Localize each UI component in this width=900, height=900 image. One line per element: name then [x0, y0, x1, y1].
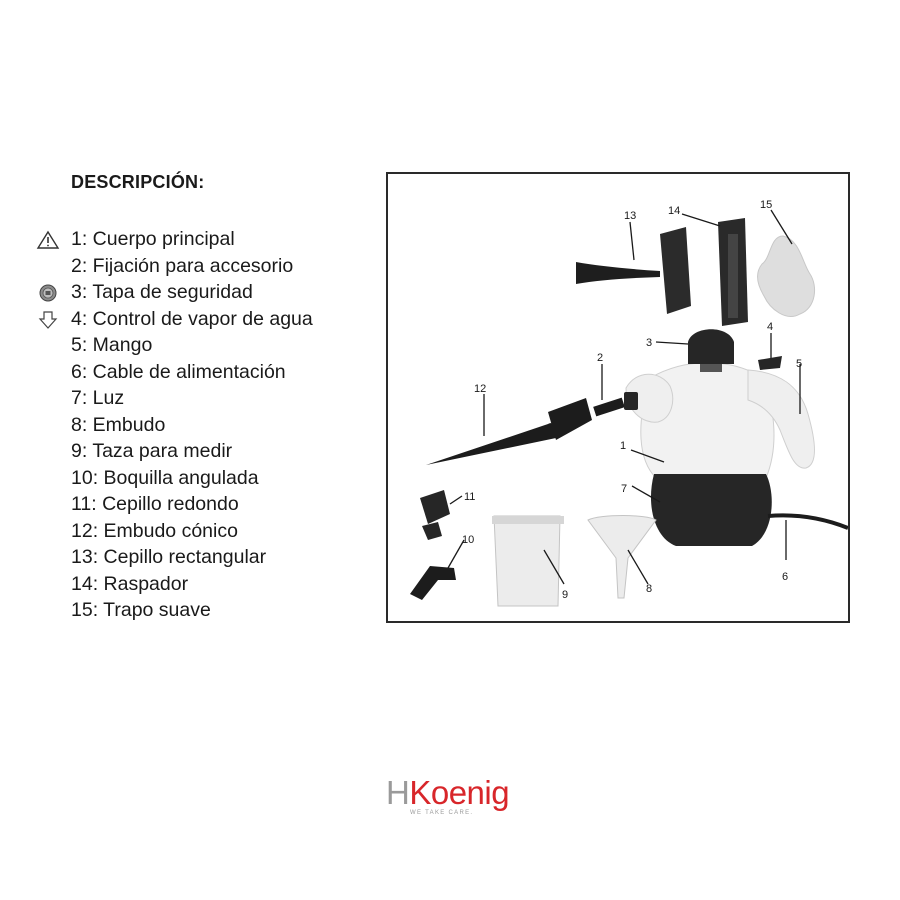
list-item-text: 12: Embudo cónico [71, 519, 238, 542]
list-item [36, 253, 313, 280]
list-item-text: 3: Tapa de seguridad [71, 281, 253, 303]
list-item [36, 332, 313, 359]
list-item-text: 13: Cepillo rectangular [71, 546, 267, 568]
list-item [36, 359, 313, 386]
label-2: 2 [597, 352, 604, 364]
label-1: 1 [620, 440, 627, 452]
label-5: 5 [796, 358, 803, 370]
label-12: 12 [474, 383, 487, 395]
list-item-text: 4: Control de vapor de agua [71, 307, 313, 330]
product-diagram [386, 172, 850, 623]
list-item-text: 7: Luz [71, 387, 125, 409]
brand-tagline: WE TAKE CARE. [410, 810, 474, 816]
nozzle-outlet [624, 392, 638, 410]
list-item [36, 544, 313, 571]
device-base [651, 474, 772, 546]
label-15: 15 [760, 199, 773, 211]
list-item [36, 597, 313, 624]
accessory-attachment [593, 398, 625, 417]
label-7: 7 [621, 483, 628, 495]
list-item-text: 5: Mango [71, 334, 153, 356]
brand-letter-h: H [386, 774, 410, 811]
soft-cloth [758, 236, 815, 316]
list-item-text: 2: Fijación para accesorio [71, 254, 294, 277]
section-heading: DESCRIPCIÓN: [71, 172, 205, 192]
list-item-text: 14: Raspador [71, 572, 189, 595]
brand-wordmark [386, 775, 509, 811]
safety-cap [688, 329, 734, 364]
round-brush-base [422, 522, 442, 540]
label-10: 10 [462, 534, 475, 546]
list-item [36, 226, 313, 253]
steam-control [758, 356, 782, 370]
power-cable [768, 515, 848, 528]
warning-triangle-icon [36, 230, 60, 250]
list-item [36, 279, 313, 306]
label-11: 11 [464, 491, 476, 503]
scraper-slots [728, 234, 738, 318]
list-item-text: 1: Cuerpo principal [71, 228, 235, 250]
list-item-text: 15: Trapo suave [71, 599, 211, 621]
label-13: 13 [624, 210, 637, 222]
conical-nozzle-base [548, 398, 592, 440]
steam-control-icon [36, 310, 60, 330]
list-item-text: 11: Cepillo redondo [71, 493, 239, 515]
list-item [36, 438, 313, 465]
label-14: 14 [668, 205, 681, 217]
list-item [36, 465, 313, 492]
label-6: 6 [782, 571, 789, 583]
list-item [36, 412, 313, 439]
list-item [36, 385, 313, 412]
label-9: 9 [562, 589, 569, 601]
list-item-text: 9: Taza para medir [71, 440, 233, 462]
list-item-text: 8: Embudo [71, 413, 166, 436]
safety-cap-icon [36, 283, 60, 303]
list-item [36, 518, 313, 545]
label-4: 4 [767, 321, 774, 333]
brand-logo [386, 775, 516, 825]
conical-nozzle [426, 423, 557, 465]
diagram-canvas [388, 174, 848, 621]
angled-nozzle [410, 566, 456, 600]
rectangular-brush-handle [576, 262, 660, 284]
safety-cap-ring [700, 364, 722, 372]
round-brush [420, 490, 450, 524]
list-item [36, 571, 313, 598]
rectangular-brush-head [660, 227, 691, 314]
list-item-text: 10: Boquilla angulada [71, 466, 259, 489]
label-8: 8 [646, 583, 653, 595]
parts-list [36, 226, 313, 624]
list-item [36, 306, 313, 333]
label-3: 3 [646, 337, 653, 349]
brand-name: Koenig [409, 774, 510, 811]
measuring-cup-rim [492, 516, 564, 524]
list-item [36, 491, 313, 518]
list-item-text: 6: Cable de alimentación [71, 360, 286, 383]
